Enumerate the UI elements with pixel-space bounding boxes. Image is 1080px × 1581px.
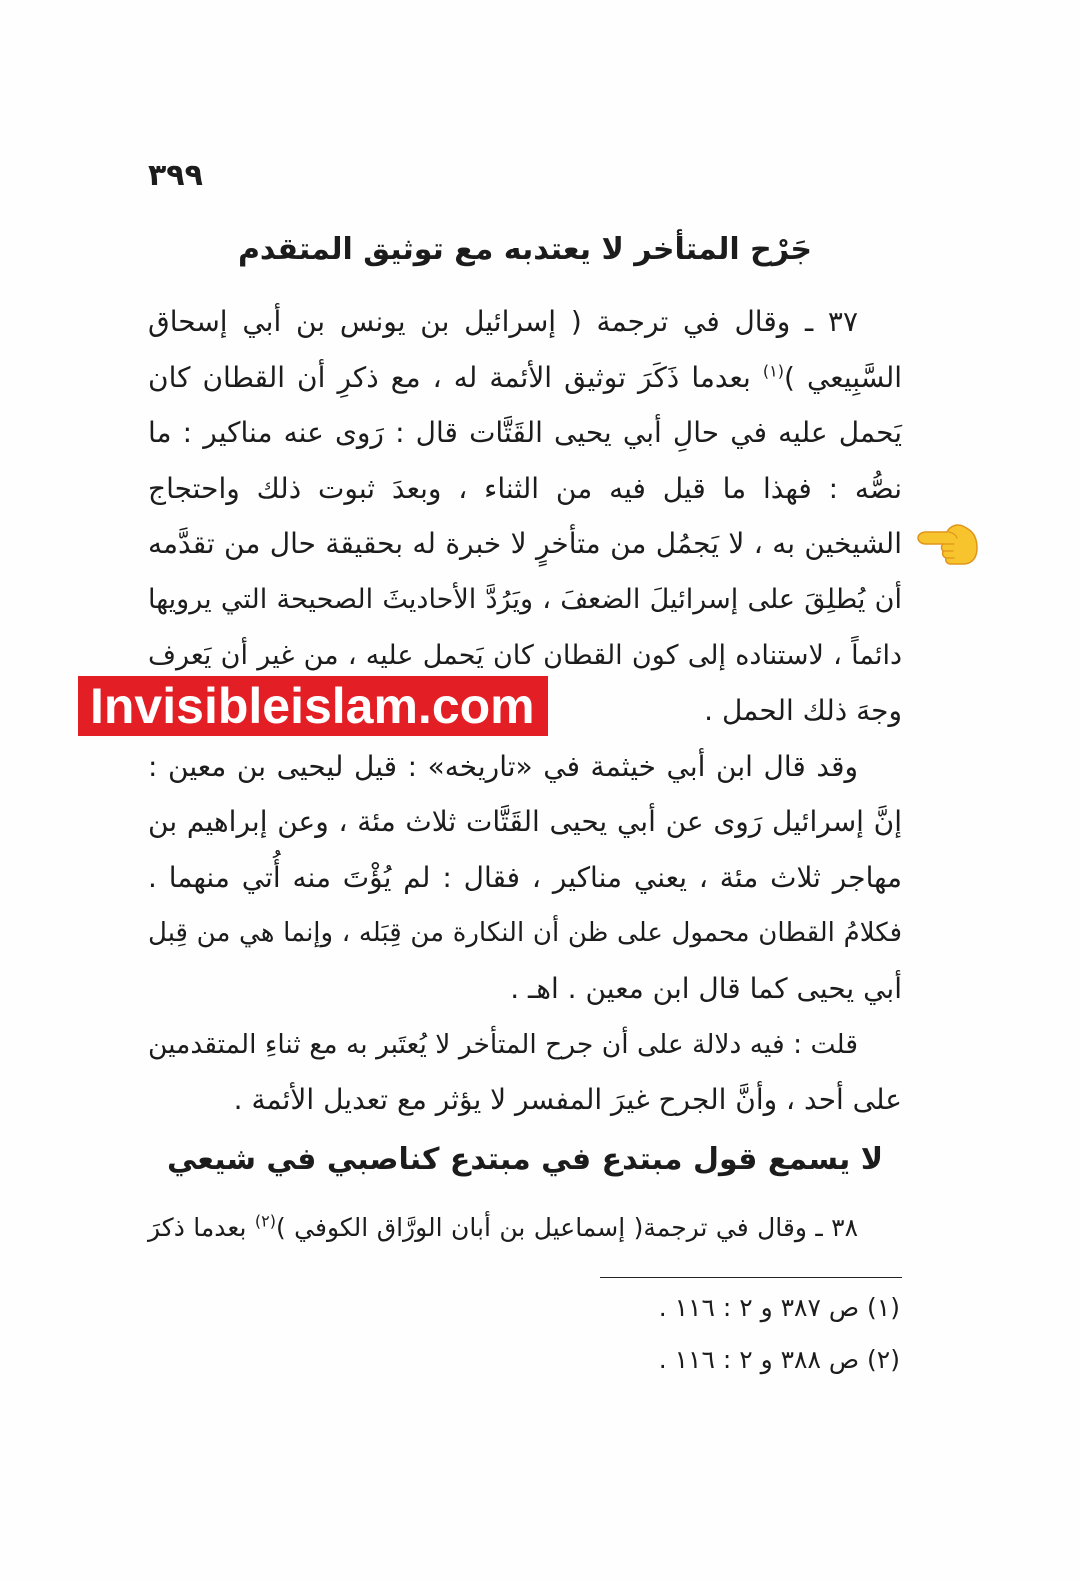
footnote-1: (١) ص ٣٨٧ و ٢ : ١١٦ . — [658, 1293, 900, 1322]
paragraph-37-line-3: يَحمل عليه في حالِ أبي يحيى القَتَّات قال : رَوى عنه مناكير : ما — [148, 416, 902, 450]
paragraph-37-line-2-end: بعدما ذَكَرَ توثيق الأئمة له ، مع ذكرِ أن القطان كان — [148, 360, 763, 394]
footnote-2: (٢) ص ٣٨٨ و ٢ : ١١٦ . — [658, 1345, 900, 1374]
footnote-ref-1: (١) — [762, 361, 784, 381]
section-heading-2: لا يسمع قول مبتدع في مبتدع كناصبي في شيعي — [166, 1142, 884, 1177]
paragraph-38-end: بعدما ذكرَ — [148, 1213, 255, 1242]
paragraph-38-line-1 — [148, 1200, 902, 1256]
paragraph-37-line-4: نصُّه : فهذا ما قيل فيه من الثناء ، وبعدَ ثبوت ذلك واحتجاج — [148, 471, 902, 505]
paragraph-37-line-5: الشيخين به ، لا يَجمُل من متأخرٍ لا خبرة له بحقيقة حال من تقدَّمه — [148, 527, 902, 561]
quote-line-3: مهاجر ثلاث مئة ، يعني مناكير ، فقال : لم يُؤْتَ منه أُتي منهما . — [148, 860, 902, 894]
quote-line-4: فكلامُ القطان محمول على ظن أن النكارة من قِبَله ، وإنما هي من قِبل — [148, 917, 902, 948]
section-heading-1: جَرْح المتأخر لا يعتدبه مع توثيق المتقدم — [237, 232, 813, 267]
footnote-divider — [600, 1277, 902, 1278]
footnote-ref-2: (٢) — [254, 1211, 276, 1231]
comment-line-2: على أحد ، وأنَّ الجرح غيرَ المفسر لا يؤثر مع تعديل الأئمة . — [233, 1083, 902, 1117]
paragraph-38-start: ٣٨ ـ وقال في ترجمة( إسماعيل بن أبان الورَّاق الكوفي ) — [275, 1213, 858, 1242]
paragraph-38 — [148, 1200, 902, 1256]
quote-line-5: أبي يحيى كما قال ابن معين . اهـ . — [510, 972, 902, 1006]
paragraph-37-line-6: أن يُطلِقَ على إسرائيلَ الضعفَ ، ويَرُدَّ الأحاديثَ الصحيحة التي يرويها — [148, 583, 902, 615]
watermark-banner: Invisibleislam.com — [78, 676, 548, 736]
left-pointing-hand-icon — [916, 520, 980, 568]
paragraph-37-line-1: ٣٧ ـ وقال في ترجمة ( إسرائيل بن يونس بن أبي إسحاق — [148, 305, 858, 338]
footnotes — [570, 1282, 900, 1386]
quote-line-1: وقد قال ابن أبي خيثمة في «تاريخه» : قيل ليحيى بن معين : — [148, 749, 858, 783]
paragraph-37-line-2-start: السَّبِيعي ) — [784, 360, 903, 394]
page-number: ٣٩٩ — [148, 158, 203, 193]
paragraph-37-line-2 — [148, 350, 902, 406]
paragraph-37-line-8: وجهَ ذلك الحمل . — [704, 694, 902, 728]
paragraph-37-line-7: دائماً ، لاستناده إلى كون القطان كان يَحمل عليه ، من غير أن يَعرف — [148, 639, 902, 671]
quote-line-2: إنَّ إسرائيل رَوى عن أبي يحيى القَتَّات ثلاث مئة ، وعن إبراهيم بن — [148, 805, 902, 839]
comment-line-1: قلت : فيه دلالة على أن جرح المتأخر لا يُعتَبر به مع ثناءِ المتقدمين — [148, 1028, 858, 1060]
